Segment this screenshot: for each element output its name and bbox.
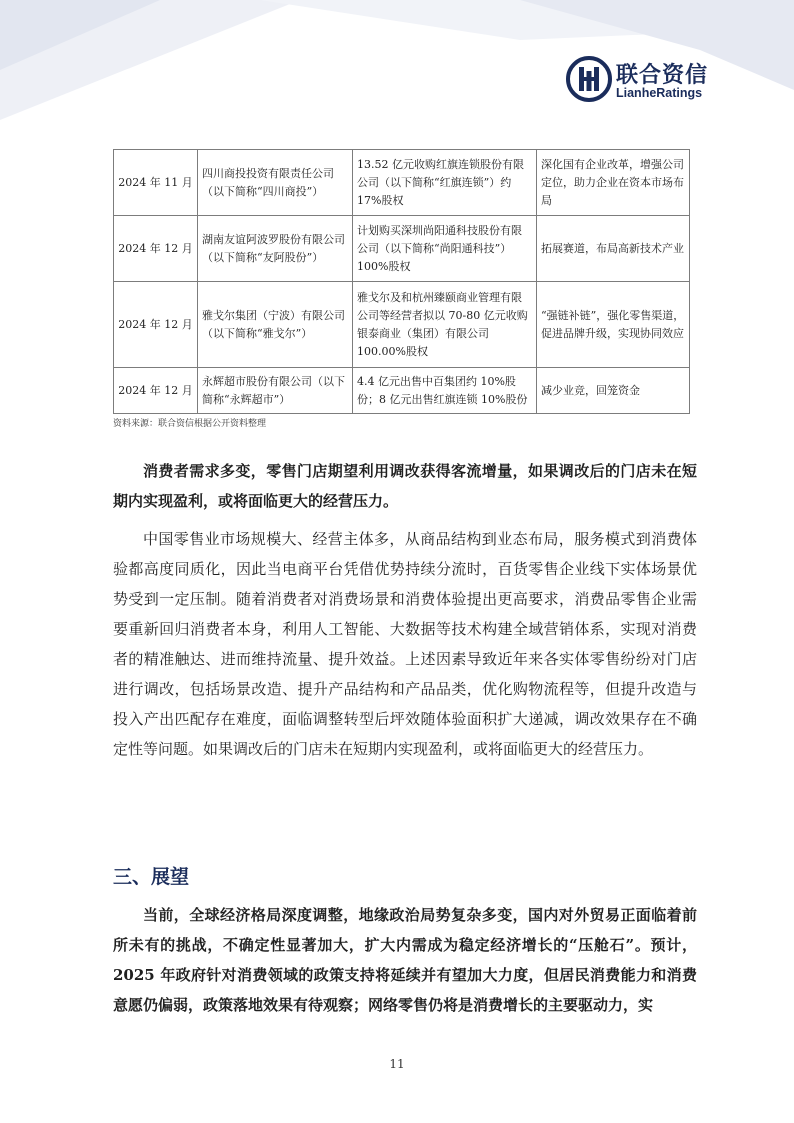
logo-name-cn: 联合资信: [616, 63, 709, 88]
paragraph-outlook: [113, 900, 697, 1020]
table-row: [114, 368, 690, 414]
deal-cell: 4.4 亿元出售中百集团约 10%股份；8 亿元出售红旗连锁 10%股份: [353, 368, 537, 414]
lianhe-logo-icon: [566, 56, 612, 102]
company-cell: 四川商投投资有限责任公司（以下简称“四川商投”）: [198, 150, 353, 216]
table-source-note: 资料来源：联合资信根据公开资料整理: [113, 419, 267, 429]
paragraph-text: 消费者需求多变，零售门店期望利用调改获得客流增量，如果调改后的门店未在短期内实现盈利，或将面临更大的经营压力。: [113, 462, 697, 510]
section-heading: 三、展望: [113, 866, 190, 888]
date-cell: 2024 年 12 月: [114, 368, 198, 414]
deal-cell: 雅戈尔及和杭州臻颐商业管理有限公司等经营者拟以 70-80 亿元收购银泰商业（集团）有限公司 100.00%股权: [353, 282, 537, 368]
logo-name-en: LianheRatings: [616, 86, 703, 100]
purpose-cell: 深化国有企业改革，增强公司定位，助力企业在资本市场布局: [537, 150, 690, 216]
deal-cell: 计划购买深圳尚阳通科技股份有限公司（以下简称“尚阳通科技”）100%股权: [353, 216, 537, 282]
purpose-cell: “强链补链”，强化零售渠道，促进品牌升级，实现协同效应: [537, 282, 690, 368]
date-cell: 2024 年 11 月: [114, 150, 198, 216]
table-row: [114, 150, 690, 216]
paragraph-text: 中国零售业市场规模大、经营主体多，从商品结构到业态布局，服务模式到消费体验都高度同质化，因此当电商平台凭借优势持续分流时，百货零售企业线下实体场景优势受到一定压制。随着消费者对消费场景和消费体验提出更高要求，消费品零售企业需要重新回归消费者本身，利用人工智能、大数据等技术构建全域营销体系，实现对消费者的精准触达、进而维持流量、提升效益。上述因素导致近年来各实体零售纷纷对门店进行调改，包括场景改造、提升产品结构和产品品类，优化购物流程等，但提升改造与投入产出匹配存在难度，面临调整转型后坪效随体验面积扩大递减，调改效果存在不确定性等问题。如果调改后的门店未在短期内实现盈利，或将面临更大的经营压力。: [113, 530, 697, 758]
company-cell: 雅戈尔集团（宁波）有限公司（以下简称“雅戈尔”）: [198, 282, 353, 368]
company-logo: [566, 56, 726, 106]
purpose-cell: 减少业竞，回笼资金: [537, 368, 690, 414]
date-cell: 2024 年 12 月: [114, 216, 198, 282]
table-row: [114, 216, 690, 282]
date-cell: 2024 年 12 月: [114, 282, 198, 368]
acquisition-table: [113, 149, 690, 414]
paragraph-highlight: [113, 456, 697, 516]
table-row: [114, 282, 690, 368]
page-number: 11: [389, 1057, 405, 1071]
paragraph-body: [113, 524, 697, 764]
company-cell: 湖南友谊阿波罗股份有限公司（以下简称“友阿股份”）: [198, 216, 353, 282]
paragraph-text: 当前，全球经济格局深度调整，地缘政治局势复杂多变，国内对外贸易正面临着前所未有的挑战，不确定性显著加大，扩大内需成为稳定经济增长的“压舱石”。预计，2025 年政府针对消费领域的政策支持将延续并有望加大力度，但居民消费能力和消费意愿仍偏弱，政策落地效果有待观察；网络零售仍将是消费增长的主要驱动力，实: [113, 906, 697, 1014]
deal-cell: 13.52 亿元收购红旗连锁股份有限公司（以下简称“红旗连锁”）约 17%股权: [353, 150, 537, 216]
purpose-cell: 拓展赛道，布局高新技术产业: [537, 216, 690, 282]
company-cell: 永辉超市股份有限公司（以下简称“永辉超市”）: [198, 368, 353, 414]
